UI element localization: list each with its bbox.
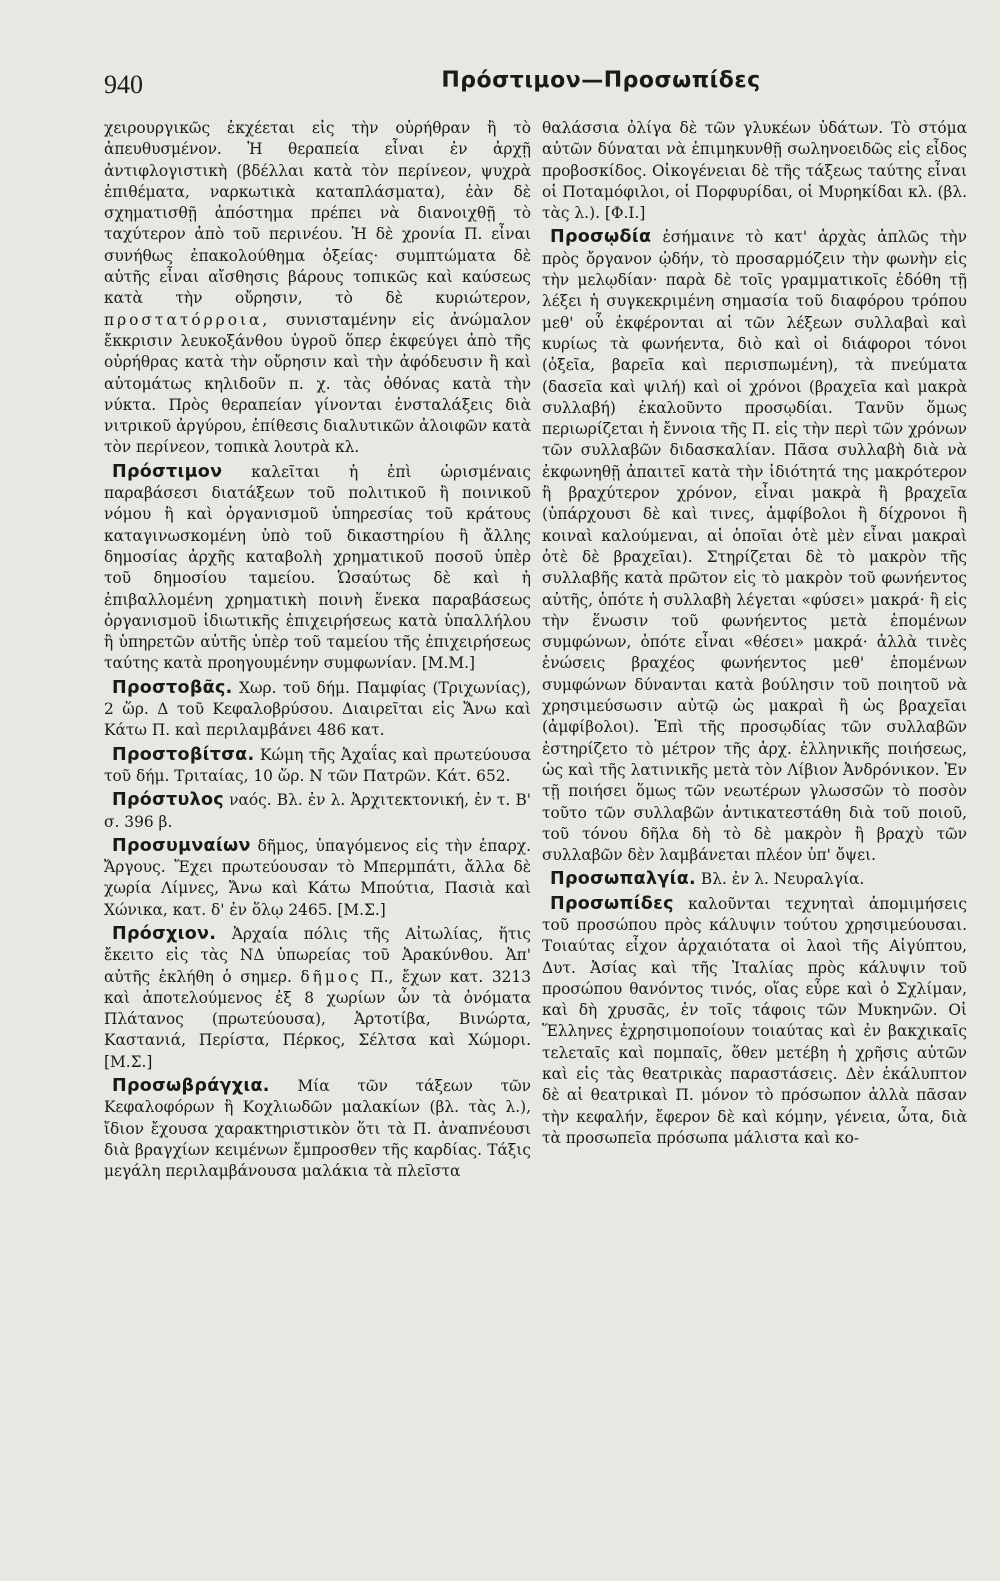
- page-number: 940: [104, 70, 143, 99]
- page-header: [104, 68, 938, 108]
- entry-prostimon: [104, 462, 531, 675]
- entry-text: Κώμη τῆς Ἀχαΐας καὶ πρωτεύουσα τοῦ δήμ. Τριταίας, 10 ὥρ. Ν τῶν Πατρῶν. Κάτ. 652.: [104, 745, 531, 785]
- spaced-term: δῆμος: [300, 967, 362, 986]
- entry-prosovranchia: [104, 1076, 531, 1182]
- entry-text: Χωρ. τοῦ δήμ. Παμφίας (Τριχωνίας), 2 ὥρ. Δ τοῦ Κεφαλοβρύσου. Διαιρεῖται εἰς Ἄνω καὶ Κάτω Π. καὶ περιλαμβάνει 486 κατ.: [104, 678, 531, 740]
- headword: Προσῳδία: [550, 227, 652, 248]
- entry-prostovas: [104, 678, 531, 742]
- continuation-text: χειρουργικῶς ἐκχέεται εἰς τὴν οὐρήθραν ἢ τὸ ἀπευθυσμένον. Ἡ θεραπεία εἶναι ἐν ἀρχῇ ἀντιφλογιστικὴ (βδέλλαι κατὰ τὸν περίνεον, ψυχρὰ ἐπιθέματα, ναρκωτικὰ καταπλάσματα), ἐὰν δὲ σχηματισθῇ ἀπόστημα πρέπει νὰ διανοιχθῇ τὸ ταχύτερον ἀπὸ τοῦ περινέου. Ἡ δὲ χρονία Π. εἶναι συνήθως ἐπακολούθημα ὀξείας· συμπτώματα δὲ αὐτῆς εἶναι αἴσθησις βάρους τοπικῶς καὶ καύσεως κατὰ τὴν οὔρησιν, τὸ δὲ κυριώτερον, προστατόρροια, συνισταμένην εἰς ἀνώμαλον ἔκκρισιν λευκοξάνθου ὑγροῦ ὅπερ ἐκφεύγει ἀπὸ τῆς οὐρήθρας κατὰ τὴν οὔρησιν καὶ τὴν ἀφόδευσιν ἢ καὶ αὐτομάτως κηλιδοῦν π. χ. τὰς ὀθόνας κατὰ τὴν νύκτα. Πρὸς θεραπείαν γίνονται ἐνσταλάξεις διὰ νιτρικοῦ ἀργύρου, ἐπίθεσις διαλυτικῶν ἀλοιφῶν κατὰ τὸν περίνεον, τοπικὰ λουτρὰ κλ.: [104, 119, 531, 457]
- headword: Προστοβίτσα.: [112, 744, 255, 765]
- entry-prostovitsa: [104, 745, 531, 788]
- entry-text: καλοῦνται τεχνηταὶ ἀπομιμήσεις τοῦ προσώπου πρὸς κάλυψιν τούτου χρησιμεύουσαι. Τοιαύτας εἶχον ἀρχαιότατα οἱ λαοὶ τῆς Αἰγύπτου, Δυτ. Ἀσίας καὶ τῆς Ἰταλίας πρὸς κάλυψιν τοῦ προσώπου θανόντος τινός, οἵας εὗρε καὶ ὁ Σχλίμαν, καὶ δὴ χρυσᾶς, ἐν τοῖς τάφοις τῶν Μυκηνῶν. Οἱ Ἕλληνες ἐχρησιμοποίουν τοιαύτας καὶ ἐν βακχικαῖς τελεταῖς καὶ πομπαῖς, ὅθεν μετέβη ἡ χρῆσις αὐτῶν καὶ εἰς τὰς θεατρικὰς παραστάσεις. Δὲν ἐκάλυπτον δὲ αἱ θεατρικαὶ Π. μόνον τὸ πρόσωπον ἀλλὰ πᾶσαν τὴν κεφαλήν, ἔφερον δὲ καὶ κόμην, γένεια, ὦτα, διὰ τὰ προσωπεῖα πρόσωπα μάλιστα καὶ κο-: [542, 894, 967, 1147]
- entry-proschion: Πρόσχιον. Ἀρχαία πόλις τῆς Αἰτωλίας, ἥτις ἔκειτο εἰς τὰς ΝΔ ὑπωρείας τοῦ Ἀρακύνθου. Ἀπ' αὐτῆς ἐκλήθη ὁ σημερ. δῆμος Π., ἔχων κατ. 3213 καὶ ἀποτελούμενος ἐξ 8 χωρίων ὧν τὰ ὀνόματα Πλάτανος (πρωτεύουσα), Ἀρτοτίβα, Βινώρτα, Καστανιά, Περίστα, Πέρκος, Σέλτσα καὶ Χώμορι. [Μ.Σ.]: [104, 923, 531, 1071]
- entry-prostylos: [104, 790, 531, 833]
- headword: Προσωβράγχια.: [112, 1076, 270, 1097]
- right-column: [542, 118, 967, 1558]
- headword: Προσωπίδες: [550, 893, 674, 914]
- headword: Πρόστιμον: [112, 461, 223, 482]
- headword: Προστοβᾶς.: [112, 677, 233, 698]
- headword: Πρόστυλος: [112, 790, 224, 811]
- headword: Προσωπαλγία.: [550, 869, 696, 890]
- headword: Προσυμναίων: [112, 835, 251, 856]
- entry-text: Ἀρχαία πόλις τῆς Αἰτωλίας, ἥτις ἔκειτο εἰς τὰς ΝΔ ὑπωρείας τοῦ Ἀρακύνθου. Ἀπ' αὐτῆς ἐκλήθη ὁ σημερ.: [104, 924, 531, 986]
- entry-text: Μία τῶν τάξεων τῶν Κεφαλοφόρων ἢ Κοχλιωδῶν μαλακίων (βλ. τὰς λ.), ἴδιον ἔχουσα χαρακτηριστικὸν ὅτι τὰ Π. ἀναπνέουσι διὰ βραγχίων κειμένων ἔμπροσθεν τῆς καρδίας. Τάξις μεγάλη περιλαμβάνουσα μαλάκια τὰ πλεῖστα: [104, 1077, 531, 1181]
- headword: Πρόσχιον.: [112, 923, 217, 944]
- entry-prosodia: [542, 227, 967, 866]
- entry-text: ἐσήμαινε τὸ κατ' ἀρχὰς ἁπλῶς τὴν πρὸς ὄργανον ᾠδήν, τὸ προσαρμόζειν τὴν φωνὴν εἰς τὴν μελῳδίαν· παρὰ δὲ τοῖς γραμματικοῖς ἐδόθη τῇ λέξει ἡ συγκεκριμένη σημασία τοῦ διαφόρου τρόπου μεθ' οὗ ἐκφέρονται αἱ τῶν λέξεων συλλαβαὶ καὶ κυρίως τὰ φωνήεντα, διὸ καὶ οἱ διάφοροι τόνοι (ὀξεῖα, βαρεῖα καὶ περισπωμένη), τὰ πνεύματα (δασεῖα καὶ ψιλή) καὶ οἱ χρόνοι (βραχεῖα καὶ μακρὰ συλλαβή) ἐκαλοῦντο προσῳδίαι. Τανῦν ὅμως περιωρίζεται ἡ ἔννοια τῆς Π. εἰς τὴν περὶ τῶν χρόνων τῶν συλλαβῶν διδασκαλίαν. Πᾶσα συλλαβὴ διὰ νὰ ἐκφωνηθῇ ἀπαιτεῖ κατὰ τὴν ἰδιότητά της μακρότερον ἢ βραχύτερον χρόνον, εἶναι μακρὰ ἢ βραχεῖα (ὑπάρχουσι δὲ καὶ τινες, ἀμφίβολοι ἢ δίχρονοι ἢ κοιναὶ καλούμεναι, αἱ ὁποῖαι ὁτὲ μὲν εἶναι μακραὶ ὁτὲ δὲ βραχεῖαι). Στηρίζεται δὲ τὸ μακρὸν τῆς συλλαβῆς κατὰ πρῶτον εἰς τὸ μακρὸν τοῦ φωνήεντος αὐτῆς, ὁπότε ἡ συλλαβὴ λέγεται «φύσει» μακρά· ἢ εἰς τὴν ἕνωσιν τοῦ φωνήεντος μετὰ ἑπομένων συμφώνων, ὁπότε εἶναι «θέσει» μακρά· ἀλλὰ τινὲς ἑνώσεις βραχέος φωνήεντος μεθ' ἑπομένων συμφώνων δύνανται κατὰ βούλησιν τοῦ ποιητοῦ νὰ χρησιμεύσωσιν αὐτῷ ὡς μακραὶ ἢ ὡς βραχεῖαι (ἀμφίβολοι). Ἐπὶ τῆς προσῳδίας τῶν συλλαβῶν ἐστηρίζετο τὸ μέτρον τῆς ἀρχ. ἑλληνικῆς ποιήσεως, ὡς καὶ τῆς λατινικῆς μετὰ τὸν Λίβιον Ἀνδρόνικον. Ἐν τῇ ποιήσει ὅμως τῶν νεωτέρων γλωσσῶν τὸ ποσὸν τοῦτο τῶν συλλαβῶν ἀντικατεστάθη διὰ τοῦ ποιοῦ, τοῦ τόνου δῆλα δὴ τὸ δὲ μακρὸν ἢ βραχὺ τῶν συλλαβῶν δὲν λαμβάνεται πλέον ὑπ' ὄψει.: [542, 228, 967, 865]
- entry-prosopalgia: [542, 869, 967, 890]
- entry-prosopides: [542, 894, 967, 1150]
- spaced-term: προστατόρροια,: [104, 310, 271, 329]
- left-column: [104, 118, 531, 1558]
- entry-prosymnaion: [104, 836, 531, 921]
- entry-text: καλεῖται ἡ ἐπὶ ὡρισμέναις παραβάσεσι διατάξεων τοῦ πολιτικοῦ ἢ ποινικοῦ νόμου ἢ καὶ ὀργανισμοῦ ὑπηρεσίας τοῦ κράτους καταγινωσκομένη ὑπὸ τοῦ δικαστηρίου ἢ ἄλλης δημοσίας ἀρχῆς καταβολὴ χρηματικοῦ ποσοῦ ὑπὲρ τοῦ δημοσίου ταμείου. Ὡσαύτως δὲ καὶ ἡ ἐπιβαλλομένη χρηματικὴ ποινὴ ἕνεκα παραβάσεως ὀργανισμοῦ ἰδιωτικῆς ἐπιχειρήσεως κατὰ ὑπαλλήλου ἢ ὑπηρετῶν αὐτῆς ὑπὲρ τοῦ ταμείου τῆς ἐπιχειρήσεως ταύτης κατὰ προηγουμένην συμφωνίαν. [Μ.Μ.]: [104, 462, 531, 673]
- running-head: Πρόστιμον—Προσωπίδες: [441, 68, 761, 93]
- continuation-text: θαλάσσια ὀλίγα δὲ τῶν γλυκέων ὑδάτων. Τὸ στόμα αὐτῶν δύναται νὰ ἐπιμηκυνθῇ σωληνοειδῶς εἰς εἶδος προβοσκίδος. Οἰκογένειαι δὲ τῆς τάξεως ταύτης εἶναι οἱ Ποταμόφιλοι, οἱ Πορφυρίδαι, οἱ Μυρηκίδαι κλ. (βλ. τὰς λ.). [Φ.Ι.]: [542, 119, 967, 223]
- entry-text: δῆμος, ὑπαγόμενος εἰς τὴν ἐπαρχ. Ἄργους. Ἔχει πρωτεύουσαν τὸ Μπερμπάτι, ἄλλα δὲ χωρία Λίμνες, Ἄνω καὶ Κάτω Μπούτια, Πασιὰ καὶ Χώνικα, κατ. δ' ἐν ὅλῳ 2465. [Μ.Σ.]: [104, 836, 531, 919]
- entry-text: ναός. Βλ. ἐν λ. Ἀρχιτεκτονική, ἐν τ. Β' σ. 396 β.: [104, 791, 531, 831]
- entry-text: Βλ. ἐν λ. Νευραλγία.: [700, 870, 865, 889]
